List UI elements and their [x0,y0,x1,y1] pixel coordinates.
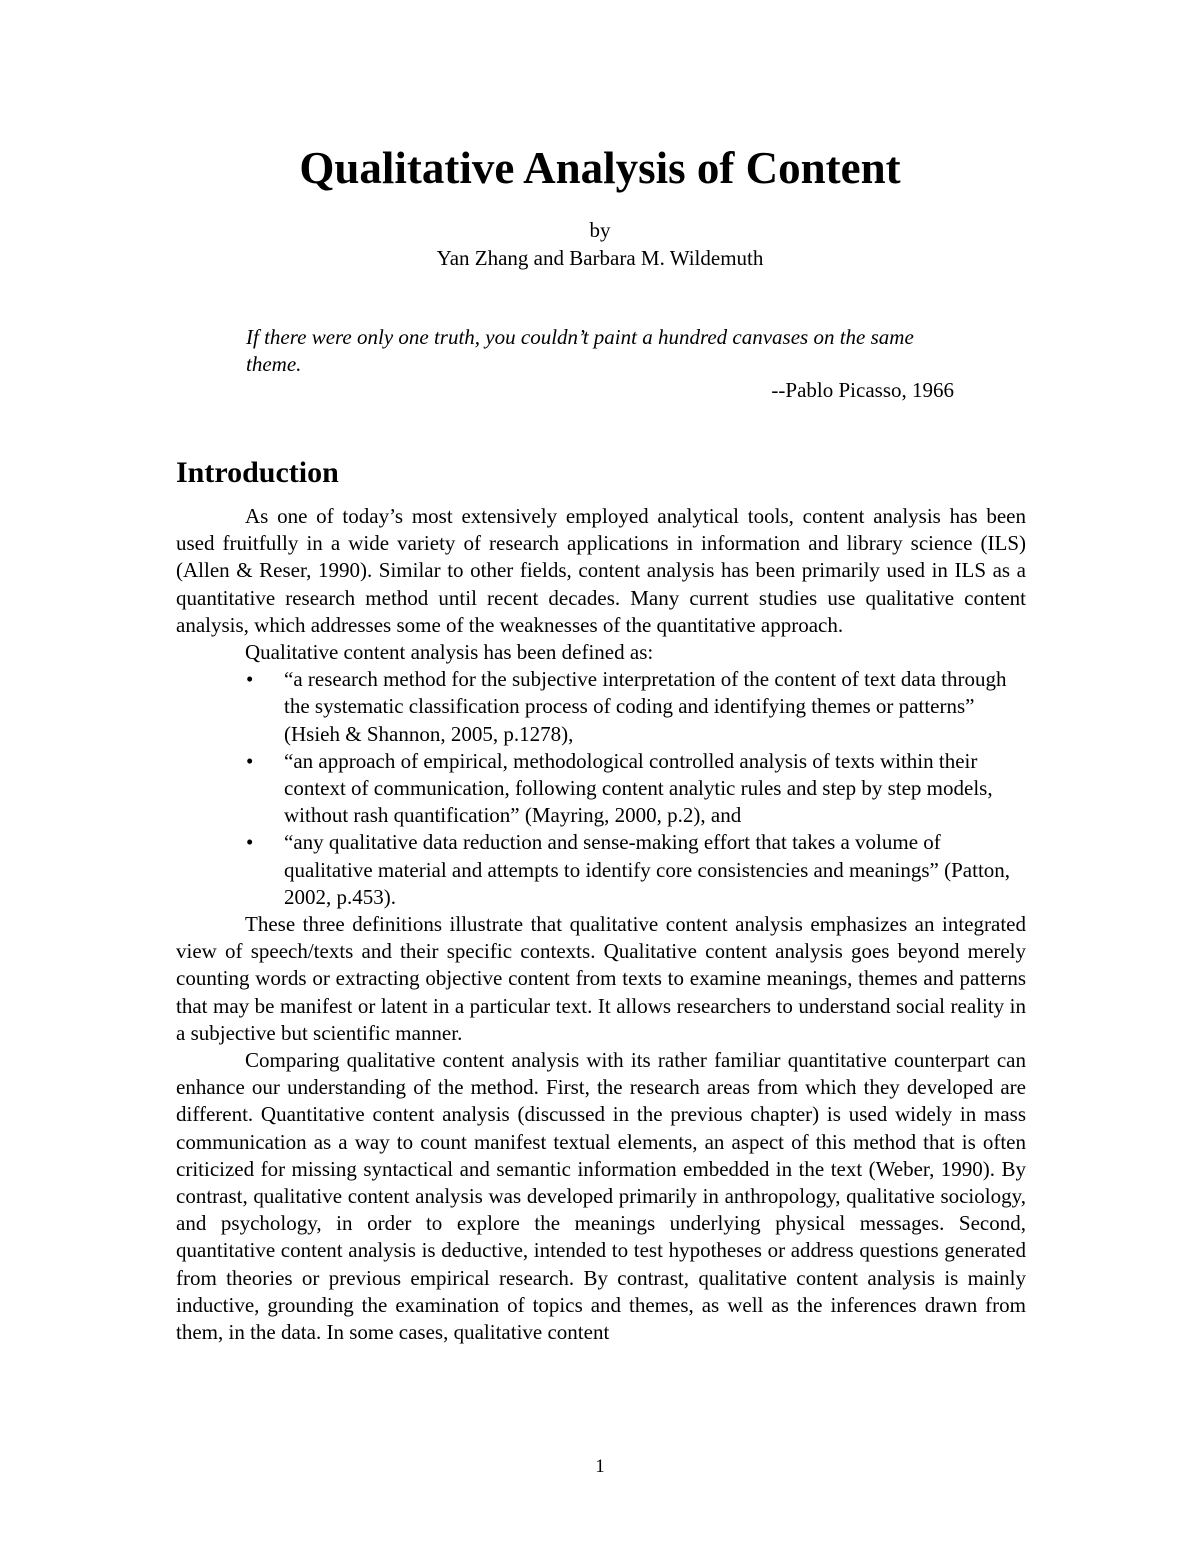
paragraph: Qualitative content analysis has been defined as: [245,640,654,665]
page-number: 1 [595,1456,605,1477]
byline [0,216,1200,272]
bullet-icon: • [246,667,254,692]
paragraph: These three definitions illustrate that qualitative content analysis emphasizes an integrated view of speech/texts and their specific contexts. Qualitative content analysis goes beyond merely counting words or extracting objective content from texts to examine meanings, themes and patterns that may be manifest or latent in a particular text. It allows researchers to understand social reality in a subjective but scientific manner. [176,912,1026,1045]
bullet-icon: • [246,830,254,855]
section-heading: Introduction [176,456,339,489]
list-item-text: “an approach of empirical, methodological controlled analysis of texts within their context of communication, following content analytic rules and step by step models, without rash quantification” (Mayring, 2000, p.2), and [284,748,993,828]
bullet-icon: • [246,748,254,773]
definitions-list [176,666,1026,911]
list-item-text: “a research method for the subjective interpretation of the content of text data through the systematic classification process of coding and identifying themes or patterns” (Hsieh & Shannon, 2005, p.1278), [284,667,1007,746]
authors: Yan Zhang and Barbara M. Wildemuth [436,246,764,270]
list-item [246,829,1026,911]
list-item [246,666,1026,748]
section-body [176,503,1026,1346]
epigraph-quote: If there were only one truth, you couldn’t paint a hundred canvases on the same theme. [246,325,914,376]
epigraph-attribution: --Pablo Picasso, 1966 [771,378,954,402]
paragraph: Comparing qualitative content analysis with its rather familiar quantitative counterpart can enhance our understanding of the method. First, the research areas from which they developed are different. Quantitative content analysis (discussed in the previous chapter) is used widely in mass communication as a way to count manifest textual elements, an aspect of this method that is often criticized for missing syntactical and semantic information embedded in the text (Weber, 1990). By contrast, qualitative content analysis was developed primarily in anthropology, qualitative sociology, and psychology, in order to explore the meanings underlying physical messages. Second, quantitative content analysis is deductive, intended to test hypotheses or address questions generated from theories or previous empirical research. By contrast, qualitative content analysis is mainly inductive, grounding the examination of topics and themes, as well as the inferences drawn from them, in the data. In some cases, qualitative content [176,1048,1026,1345]
by-label: by [589,218,611,242]
paragraph: As one of today’s most extensively employed analytical tools, content analysis has been used fruitfully in a wide variety of research applications in information and library science (ILS) (Allen & Reser, 1990). Similar to other fields, content analysis has been primarily used in ILS as a quantitative research method until recent decades. Many current studies use qualitative content analysis, which addresses some of the weaknesses of the quantitative approach. [176,504,1026,637]
page-title: Qualitative Analysis of Content [299,143,901,193]
list-item [246,748,1026,830]
list-item-text: “any qualitative data reduction and sense-making effort that takes a volume of qualitative material and attempts to identify core consistencies and meanings” (Patton, 2002, p.453). [284,830,1011,909]
